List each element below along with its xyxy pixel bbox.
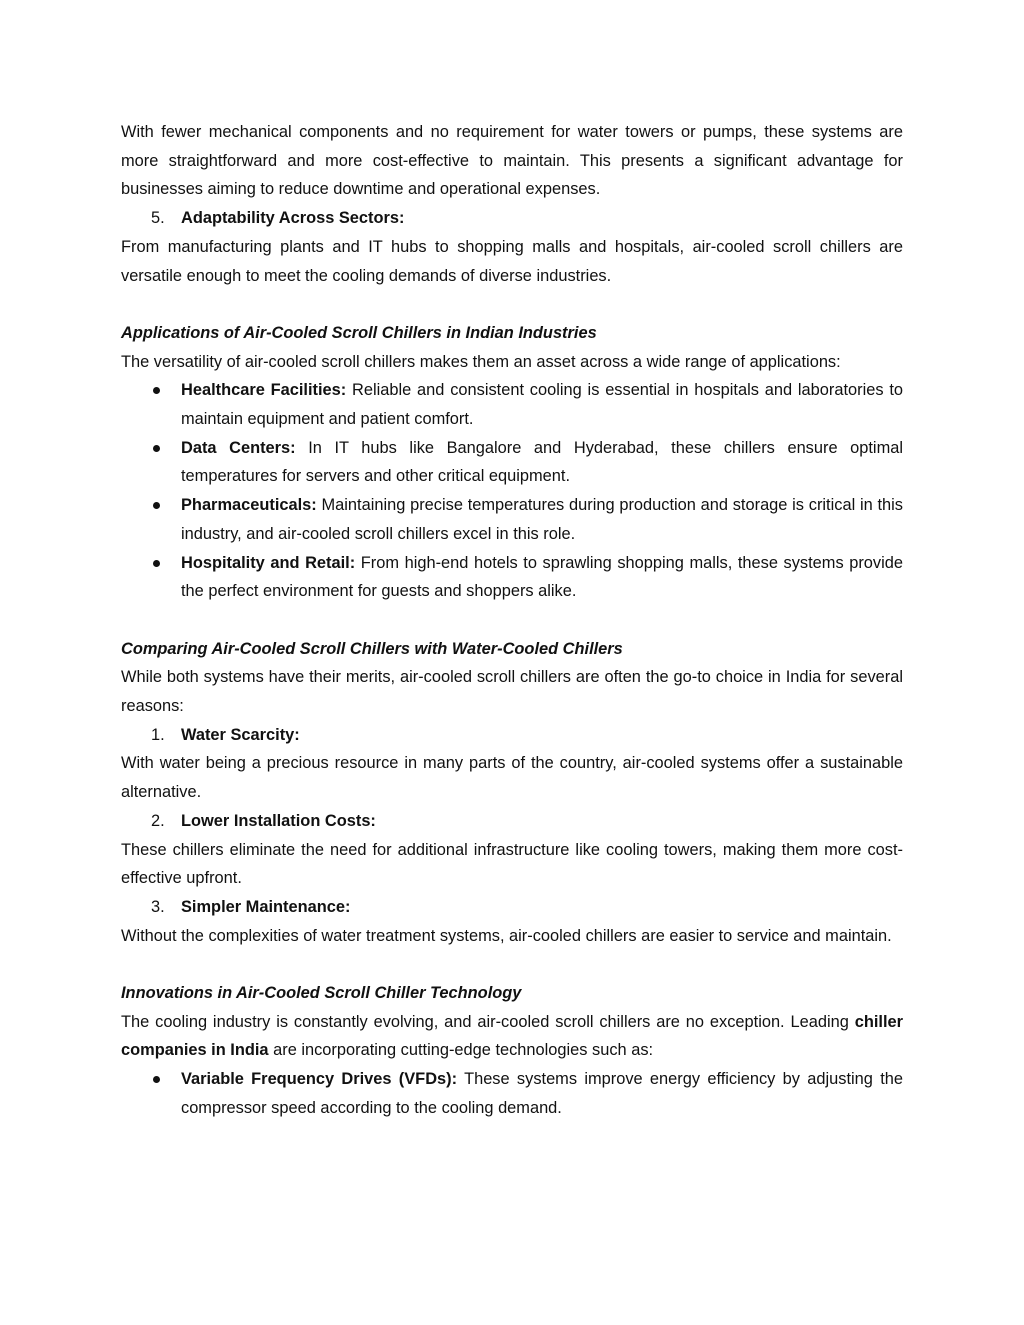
list-item: Variable Frequency Drives (VFDs): These systems improve energy efficiency by adjusting the compressor speed according to the cooling demand.: [121, 1065, 903, 1122]
comparing-heading: Comparing Air-Cooled Scroll Chillers with Water-Cooled Chillers: [121, 639, 623, 658]
list-item: Healthcare Facilities: Reliable and consistent cooling is essential in hospitals and laboratories to maintain equipment and patient comfort.: [121, 376, 903, 433]
applications-heading: Applications of Air-Cooled Scroll Chillers in Indian Industries: [121, 323, 597, 342]
numbered-item-installation-costs: [121, 807, 903, 836]
numbered-item-adaptability: [121, 204, 903, 233]
adaptability-paragraph: From manufacturing plants and IT hubs to shopping malls and hospitals, air-cooled scroll chillers are versatile enough to meet the cooling demands of diverse industries.: [121, 237, 903, 285]
chiller-companies-text: chiller companies in India: [121, 1012, 903, 1060]
item-title: Adaptability Across Sectors:: [181, 209, 405, 228]
installation-costs-paragraph: These chillers eliminate the need for additional infrastructure like cooling towers, making them more cost-effective upfront.: [121, 840, 903, 888]
bullet-icon: [153, 387, 160, 394]
item-number: 5.: [151, 209, 165, 228]
item-title: Simpler Maintenance:: [181, 897, 351, 916]
numbered-item-maintenance: [121, 893, 903, 922]
maintenance-paragraph: Without the complexities of water treatment systems, air-cooled chillers are easier to service and maintain.: [121, 926, 892, 945]
numbered-item-water-scarcity: [121, 721, 903, 750]
water-scarcity-paragraph: With water being a precious resource in many parts of the country, air-cooled systems offer a sustainable alternative.: [121, 754, 903, 802]
innovations-intro: The cooling industry is constantly evolving, and air-cooled scroll chillers are no exception. Leading chiller companies in India are incorporating cutting-edge technologies such as:: [121, 1012, 903, 1060]
item-number: 2.: [151, 811, 165, 830]
comparing-intro: While both systems have their merits, air-cooled scroll chillers are often the go-to choice in India for several reasons:: [121, 668, 903, 716]
list-item: Data Centers: In IT hubs like Bangalore and Hyderabad, these chillers ensure optimal temperatures for servers and other critical equipment.: [121, 434, 903, 491]
list-item: Pharmaceuticals: Maintaining precise temperatures during production and storage is critical in this industry, and air-cooled scroll chillers excel in this role.: [121, 491, 903, 548]
bullet-icon: [153, 1076, 160, 1083]
bullet-icon: [153, 502, 160, 509]
innovations-list: [121, 1065, 903, 1122]
bullet-icon: [153, 560, 160, 567]
item-number: 3.: [151, 897, 165, 916]
intro-paragraph: With fewer mechanical components and no requirement for water towers or pumps, these systems are more straightforward and more cost-effective to maintain. This presents a significant advantage for businesses aiming to reduce downtime and operational expenses.: [121, 123, 903, 199]
list-item: Hospitality and Retail: From high-end hotels to sprawling shopping malls, these systems provide the perfect environment for guests and shoppers alike.: [121, 549, 903, 606]
applications-intro: The versatility of air-cooled scroll chillers makes them an asset across a wide range of applications:: [121, 352, 841, 371]
bullet-icon: [153, 445, 160, 452]
item-title: Water Scarcity:: [181, 725, 300, 744]
document-page: [121, 118, 903, 1123]
item-number: 1.: [151, 725, 165, 744]
applications-list: [121, 376, 903, 606]
innovations-heading: Innovations in Air-Cooled Scroll Chiller Technology: [121, 984, 522, 1003]
item-title: Lower Installation Costs:: [181, 811, 376, 830]
